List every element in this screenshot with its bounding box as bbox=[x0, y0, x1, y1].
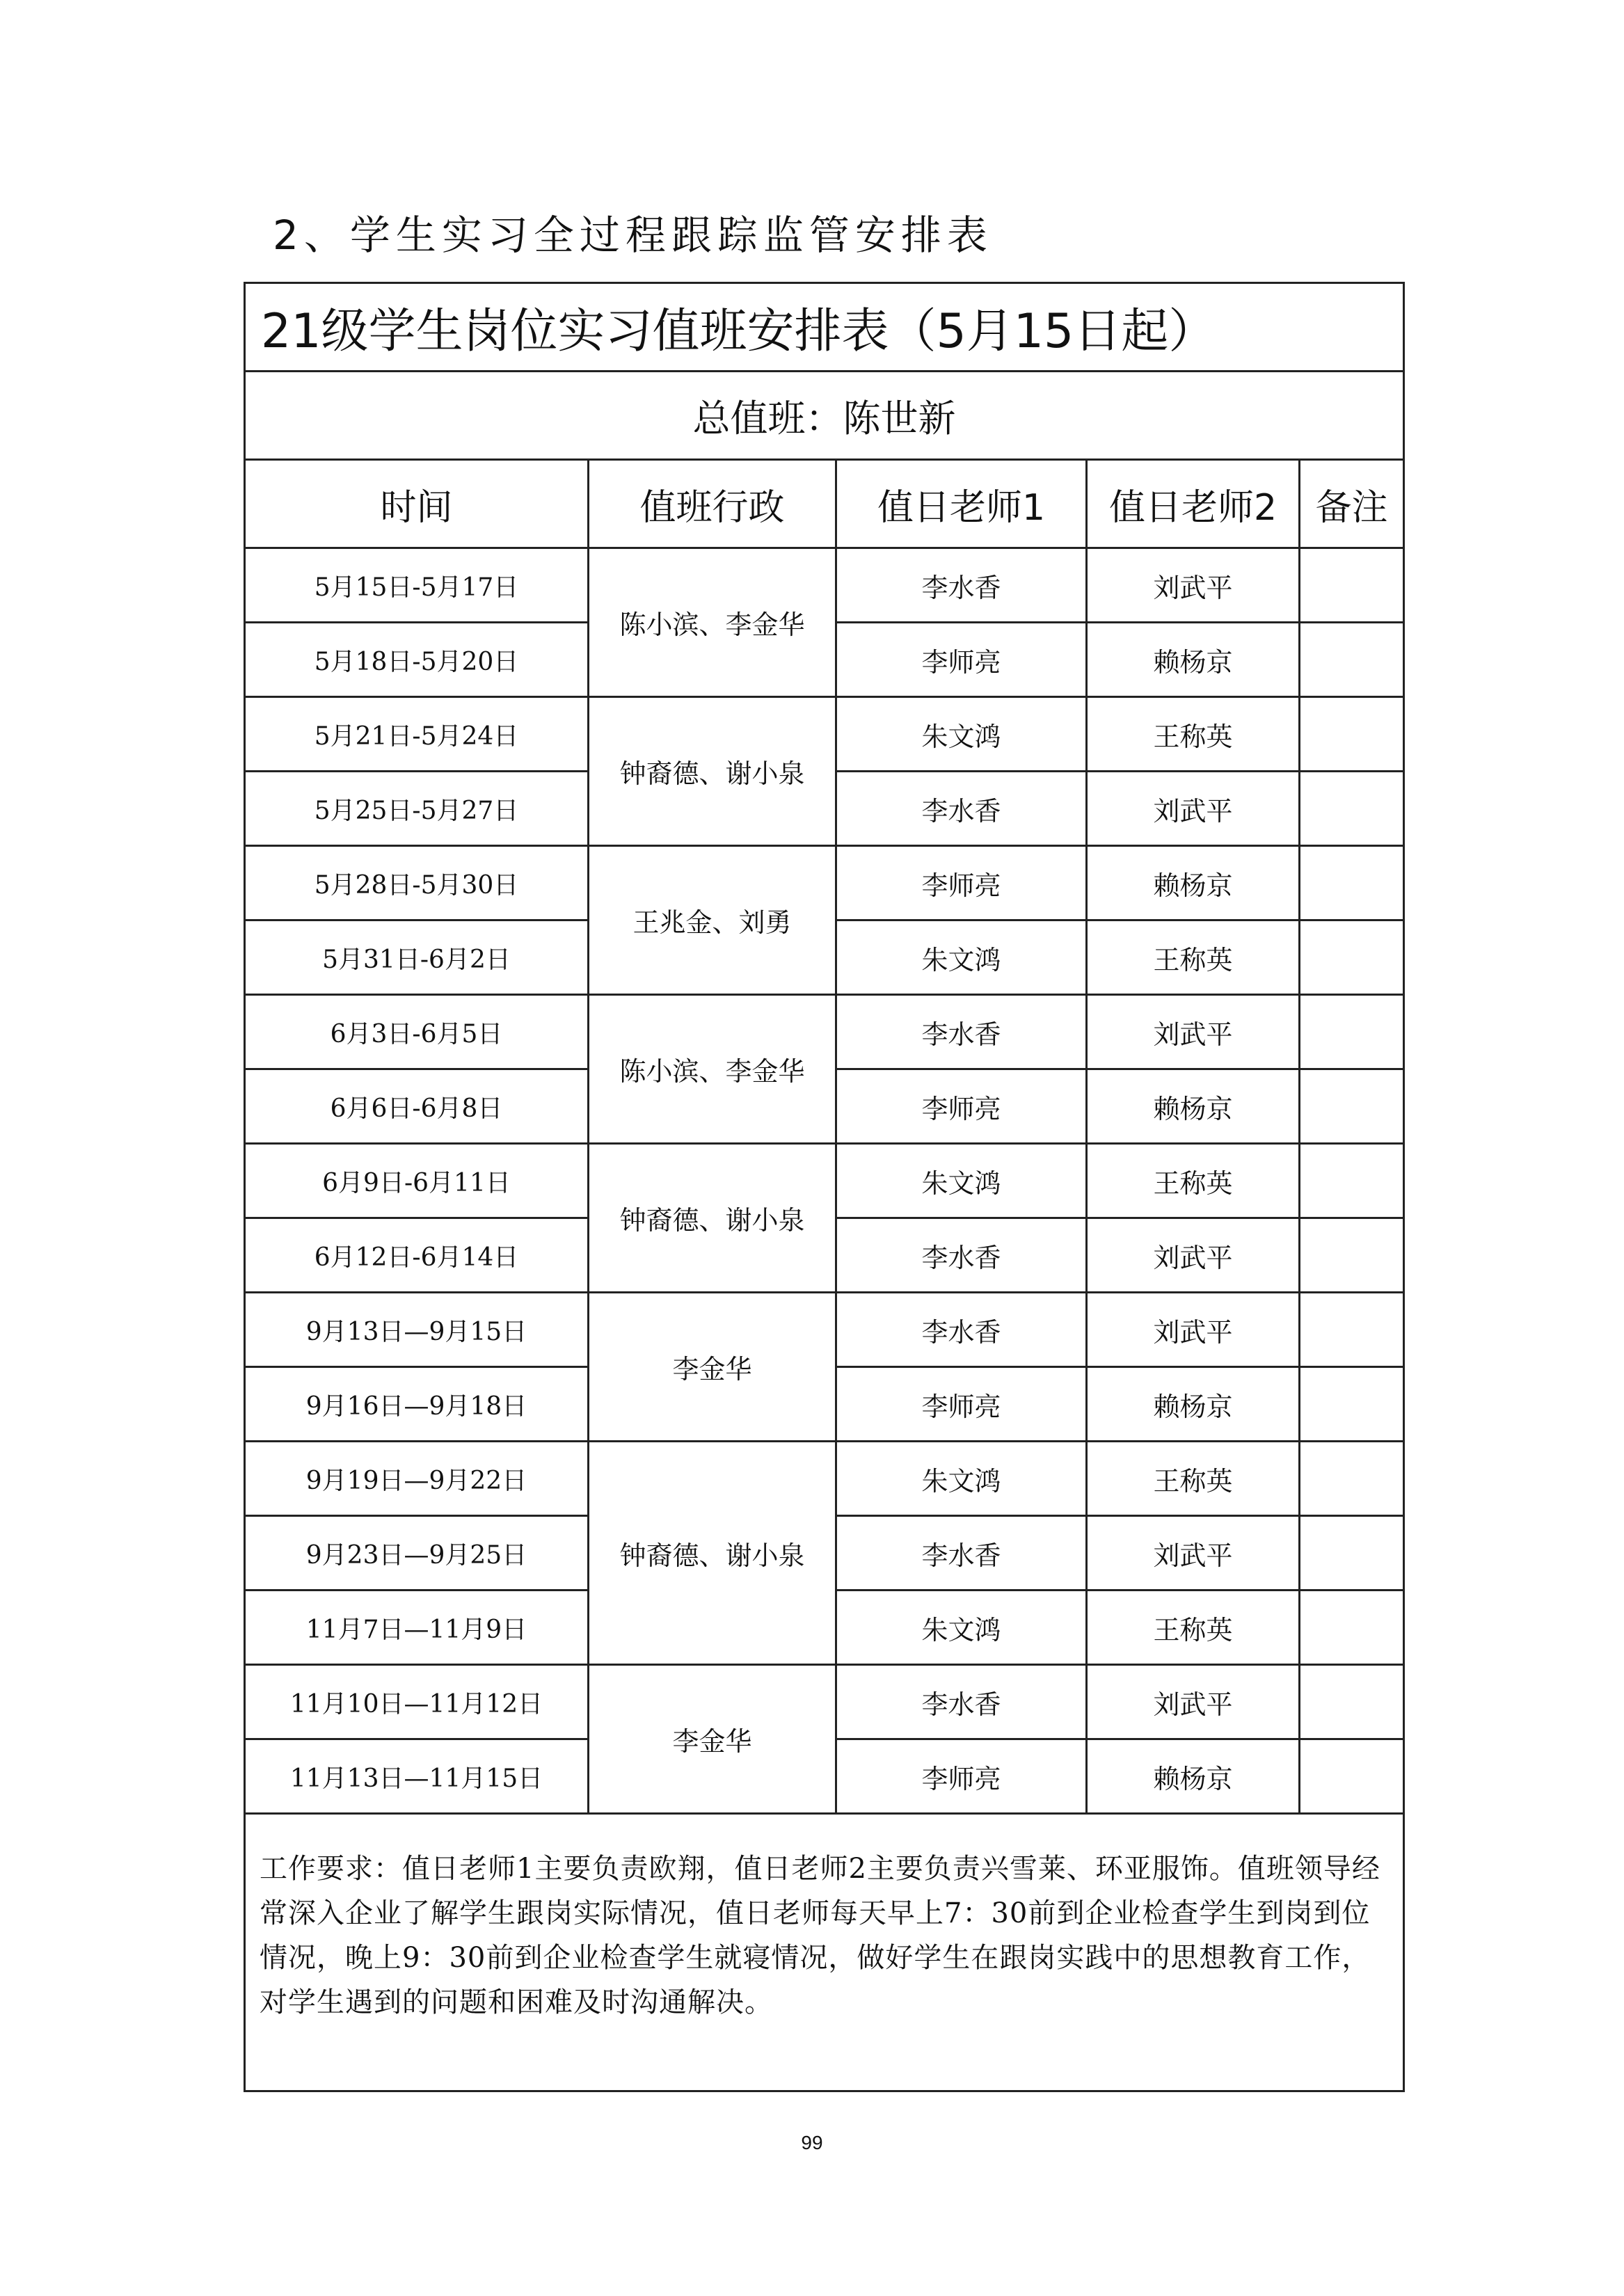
remarks-cell bbox=[1300, 697, 1404, 772]
date-cell: 11月13日—11月15日 bbox=[245, 1739, 589, 1814]
teacher2-cell: 刘武平 bbox=[1087, 1516, 1300, 1591]
table-row bbox=[245, 697, 1404, 772]
admin-cell: 钟裔德、谢小泉 bbox=[589, 1442, 836, 1665]
remarks-cell bbox=[1300, 1367, 1404, 1442]
admin-cell: 陈小滨、李金华 bbox=[589, 995, 836, 1144]
admin-cell: 陈小滨、李金华 bbox=[589, 548, 836, 697]
teacher2-cell: 赖杨京 bbox=[1087, 846, 1300, 920]
teacher2-cell: 刘武平 bbox=[1087, 1293, 1300, 1367]
remarks-cell bbox=[1300, 1516, 1404, 1591]
date-cell: 6月3日-6月5日 bbox=[245, 995, 589, 1069]
admin-cell: 李金华 bbox=[589, 1665, 836, 1814]
remarks-cell bbox=[1300, 548, 1404, 623]
teacher2-cell: 赖杨京 bbox=[1087, 1069, 1300, 1144]
teacher1-cell: 李水香 bbox=[836, 548, 1087, 623]
remarks-cell bbox=[1300, 1665, 1404, 1739]
teacher2-cell: 赖杨京 bbox=[1087, 1739, 1300, 1814]
duty-schedule-table bbox=[244, 282, 1405, 2092]
date-cell: 9月19日—9月22日 bbox=[245, 1442, 589, 1516]
teacher1-cell: 李师亮 bbox=[836, 623, 1087, 697]
teacher1-cell: 李师亮 bbox=[836, 1739, 1087, 1814]
table-row bbox=[245, 548, 1404, 623]
remarks-cell bbox=[1300, 1218, 1404, 1293]
table-row bbox=[245, 995, 1404, 1069]
teacher2-cell: 赖杨京 bbox=[1087, 623, 1300, 697]
table-row bbox=[245, 1442, 1404, 1516]
remarks-cell bbox=[1300, 1442, 1404, 1516]
admin-cell: 王兆金、刘勇 bbox=[589, 846, 836, 995]
teacher1-cell: 李水香 bbox=[836, 1218, 1087, 1293]
requirements-row bbox=[245, 1814, 1404, 2091]
teacher2-cell: 刘武平 bbox=[1087, 1218, 1300, 1293]
header-admin: 值班行政 bbox=[589, 460, 836, 548]
teacher1-cell: 朱文鸿 bbox=[836, 920, 1087, 995]
date-cell: 5月28日-5月30日 bbox=[245, 846, 589, 920]
admin-cell: 钟裔德、谢小泉 bbox=[589, 697, 836, 846]
teacher1-cell: 李水香 bbox=[836, 1665, 1087, 1739]
date-cell: 6月6日-6月8日 bbox=[245, 1069, 589, 1144]
teacher2-cell: 刘武平 bbox=[1087, 772, 1300, 846]
remarks-cell bbox=[1300, 1293, 1404, 1367]
header-teacher1: 值日老师1 bbox=[836, 460, 1087, 548]
teacher2-cell: 王称英 bbox=[1087, 1591, 1300, 1665]
teacher2-cell: 王称英 bbox=[1087, 1144, 1300, 1218]
table-title: 21级学生岗位实习值班安排表（5月15日起） bbox=[245, 283, 1404, 372]
teacher2-cell: 刘武平 bbox=[1087, 1665, 1300, 1739]
remarks-cell bbox=[1300, 772, 1404, 846]
remarks-cell bbox=[1300, 1591, 1404, 1665]
date-cell: 5月18日-5月20日 bbox=[245, 623, 589, 697]
date-cell: 11月7日—11月9日 bbox=[245, 1591, 589, 1665]
teacher1-cell: 李师亮 bbox=[836, 846, 1087, 920]
table-row bbox=[245, 846, 1404, 920]
date-cell: 6月12日-6月14日 bbox=[245, 1218, 589, 1293]
header-time: 时间 bbox=[245, 460, 589, 548]
admin-cell: 钟裔德、谢小泉 bbox=[589, 1144, 836, 1293]
header-remarks: 备注 bbox=[1300, 460, 1404, 548]
teacher2-cell: 刘武平 bbox=[1087, 548, 1300, 623]
date-cell: 5月31日-6月2日 bbox=[245, 920, 589, 995]
table-row bbox=[245, 1293, 1404, 1367]
remarks-cell bbox=[1300, 623, 1404, 697]
page-number: 99 bbox=[801, 2132, 823, 2153]
remarks-cell bbox=[1300, 1069, 1404, 1144]
header-row bbox=[245, 460, 1404, 548]
teacher1-cell: 朱文鸿 bbox=[836, 1144, 1087, 1218]
teacher1-cell: 李师亮 bbox=[836, 1069, 1087, 1144]
remarks-cell bbox=[1300, 846, 1404, 920]
table-row bbox=[245, 1144, 1404, 1218]
table-row bbox=[245, 1665, 1404, 1739]
header-teacher2: 值日老师2 bbox=[1087, 460, 1300, 548]
teacher1-cell: 朱文鸿 bbox=[836, 1442, 1087, 1516]
schedule-body bbox=[245, 283, 1404, 2091]
chief-duty: 总值班：陈世新 bbox=[245, 372, 1404, 460]
remarks-cell bbox=[1300, 1739, 1404, 1814]
date-cell: 5月15日-5月17日 bbox=[245, 548, 589, 623]
remarks-cell bbox=[1300, 995, 1404, 1069]
teacher1-cell: 朱文鸿 bbox=[836, 1591, 1087, 1665]
date-cell: 5月21日-5月24日 bbox=[245, 697, 589, 772]
teacher2-cell: 王称英 bbox=[1087, 920, 1300, 995]
section-heading: 2、学生实习全过程跟踪监管安排表 bbox=[273, 212, 993, 259]
date-cell: 9月23日—9月25日 bbox=[245, 1516, 589, 1591]
date-cell: 6月9日-6月11日 bbox=[245, 1144, 589, 1218]
admin-cell: 李金华 bbox=[589, 1293, 836, 1442]
teacher2-cell: 赖杨京 bbox=[1087, 1367, 1300, 1442]
date-cell: 5月25日-5月27日 bbox=[245, 772, 589, 846]
teacher1-cell: 李水香 bbox=[836, 1293, 1087, 1367]
teacher2-cell: 王称英 bbox=[1087, 697, 1300, 772]
date-cell: 9月13日—9月15日 bbox=[245, 1293, 589, 1367]
teacher1-cell: 李水香 bbox=[836, 995, 1087, 1069]
teacher2-cell: 王称英 bbox=[1087, 1442, 1300, 1516]
teacher1-cell: 朱文鸿 bbox=[836, 697, 1087, 772]
teacher1-cell: 李水香 bbox=[836, 772, 1087, 846]
requirements-note: 工作要求：值日老师1主要负责欧翔，值日老师2主要负责兴雪莱、环亚服饰。值班领导经常深入企业了解学生跟岗实际情况，值日老师每天早上7：30前到企业检查学生到岗到位情况，晚上9：30前到企业检查学生就寝情况，做好学生在跟岗实践中的思想教育工作，对学生遇到的问题和困难及时沟通解决。 bbox=[245, 1814, 1404, 2091]
date-cell: 9月16日—9月18日 bbox=[245, 1367, 589, 1442]
remarks-cell bbox=[1300, 1144, 1404, 1218]
teacher2-cell: 刘武平 bbox=[1087, 995, 1300, 1069]
remarks-cell bbox=[1300, 920, 1404, 995]
teacher1-cell: 李水香 bbox=[836, 1516, 1087, 1591]
date-cell: 11月10日—11月12日 bbox=[245, 1665, 589, 1739]
teacher1-cell: 李师亮 bbox=[836, 1367, 1087, 1442]
